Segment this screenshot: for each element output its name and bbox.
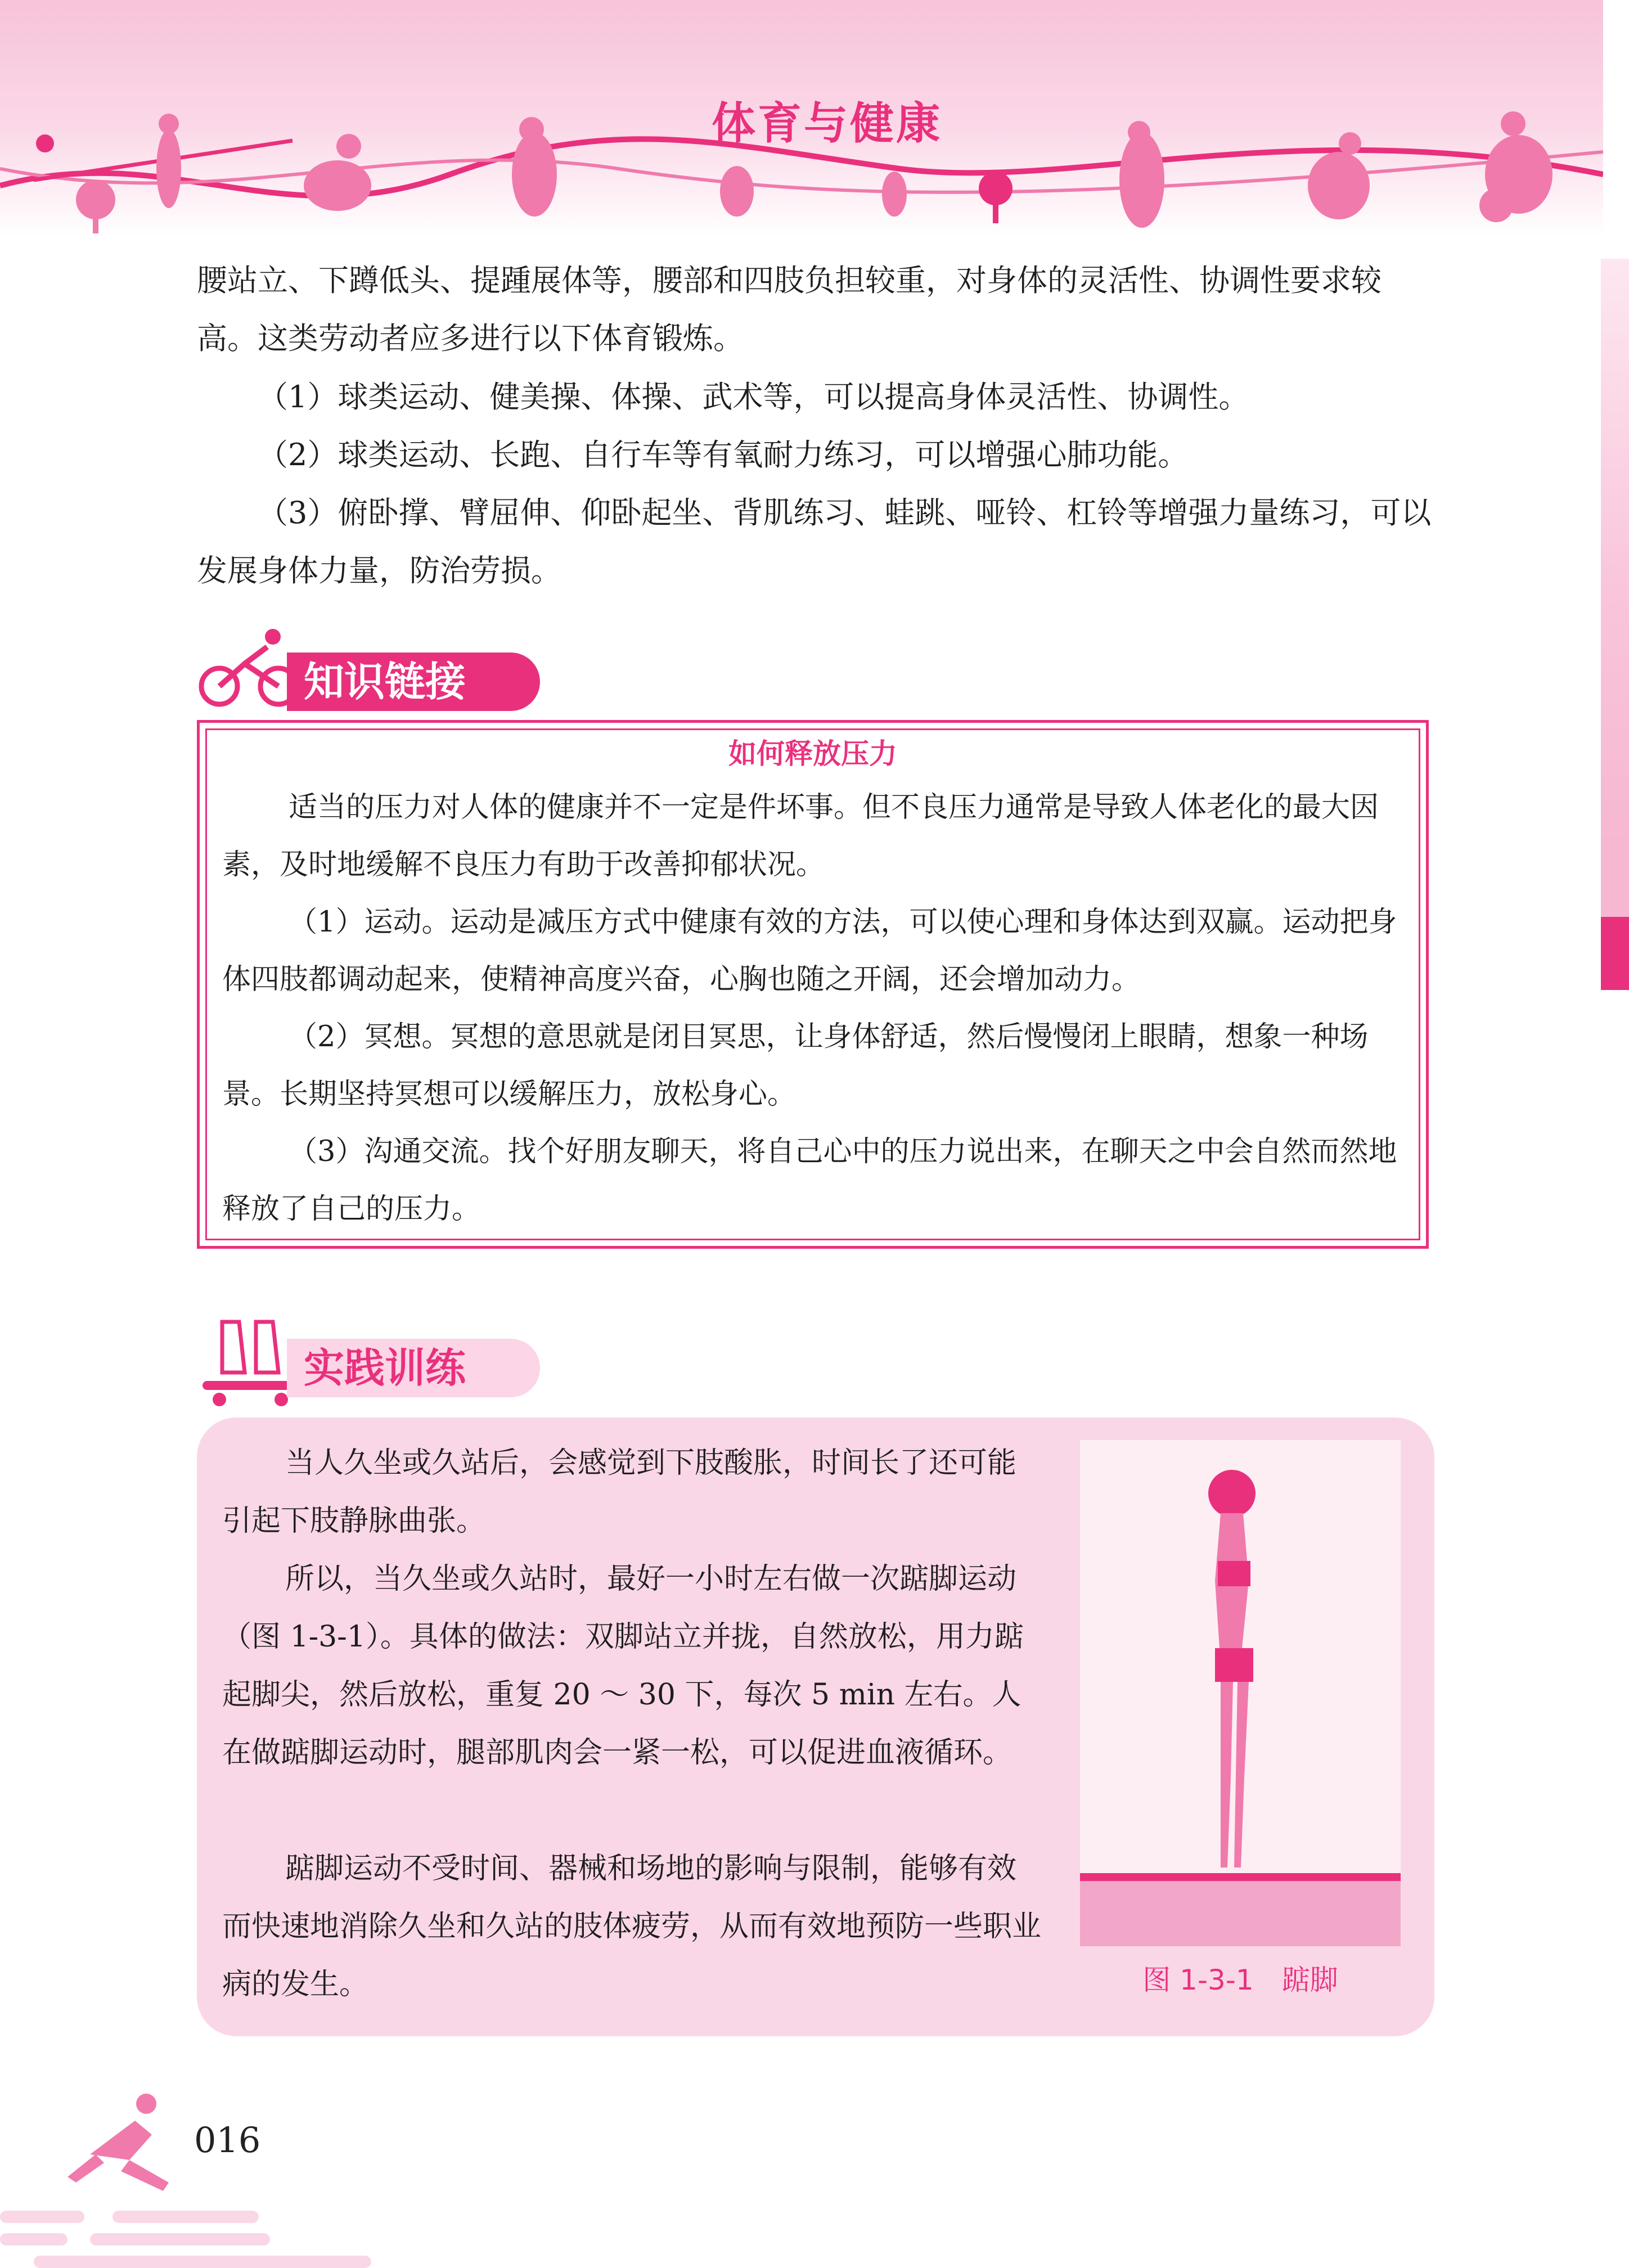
page-number: 016	[194, 2120, 261, 2161]
practice-paragraph: 踮脚运动不受时间、器械和场地的影响与限制，能够有效而快速地消除久坐和久站的肢体疲劳，从而有效地预防一些职业病的发生。	[222, 1852, 1042, 2001]
knowledge-paragraph: （2）冥想。冥想的意思就是闭目冥思，让身体舒适，然后慢慢闭上眼睛，想象一种场景。长期坚持冥想可以缓解压力，放松身心。	[222, 1020, 1369, 1111]
practice-heading: 实践训练	[287, 1339, 540, 1397]
body-paragraph: 腰站立、下蹲低头、提踵展体等，腰部和四肢负担较重，对身体的灵活性、协调性要求较高。这类劳动者应多进行以下体育锻炼。	[197, 263, 1382, 356]
practice-paragraph: 当人久坐或久站后，会感觉到下肢酸胀，时间长了还可能引起下肢静脉曲张。	[222, 1446, 1017, 1538]
tiptoe-photo	[1080, 1440, 1401, 1946]
knowledge-paragraph: （3）沟通交流。找个好朋友聊天，将自己心中的压力说出来，在聊天之中会自然而然地释放了自己的压力。	[222, 1135, 1397, 1226]
header-title: 体育与健康	[711, 98, 942, 149]
body-paragraph: （2）球类运动、长跑、自行车等有氧耐力练习，可以增强心肺功能。	[258, 437, 1189, 472]
footer-runner-art	[0, 2081, 450, 2268]
edge-strip	[1601, 259, 1629, 990]
practice-paragraph: 所以，当久坐或久站时，最好一小时左右做一次踮脚运动（图 1-3-1）。具体的做法：双脚站立并拢，自然放松，用力踮起脚尖，然后放松，重复 20 ～ 30 下，每次 5 min 左右。人在做踮脚运动时，腿部肌肉会一紧一松，可以促进血液循环。	[222, 1562, 1024, 1770]
body-paragraph: （1）球类运动、健美操、体操、武术等，可以提高身体灵活性、协调性。	[258, 379, 1249, 415]
knowledge-paragraph: 适当的压力对人体的健康并不一定是件坏事。但不良压力通常是导致人体老化的最大因素，及时地缓解不良压力有助于改善抑郁状况。	[222, 791, 1379, 881]
tiptoe-figure	[1080, 1440, 1401, 1946]
knowledge-heading: 知识链接	[287, 652, 540, 711]
figure-caption: 图 1-3-1 踮脚	[1142, 1964, 1338, 1996]
body-paragraph: （3）俯卧撑、臂屈伸、仰卧起坐、背肌练习、蛙跳、哑铃、杠铃等增强力量练习，可以发展身体力量，防治劳损。	[197, 495, 1432, 588]
knowledge-box-title: 如何释放压力	[728, 737, 897, 770]
knowledge-paragraph: （1）运动。运动是减压方式中健康有效的方法，可以使心理和身体达到双赢。运动把身体四肢都调动起来，使精神高度兴奋，心胸也随之开阔，还会增加动力。	[222, 906, 1397, 996]
chapter-tab	[1601, 917, 1629, 990]
